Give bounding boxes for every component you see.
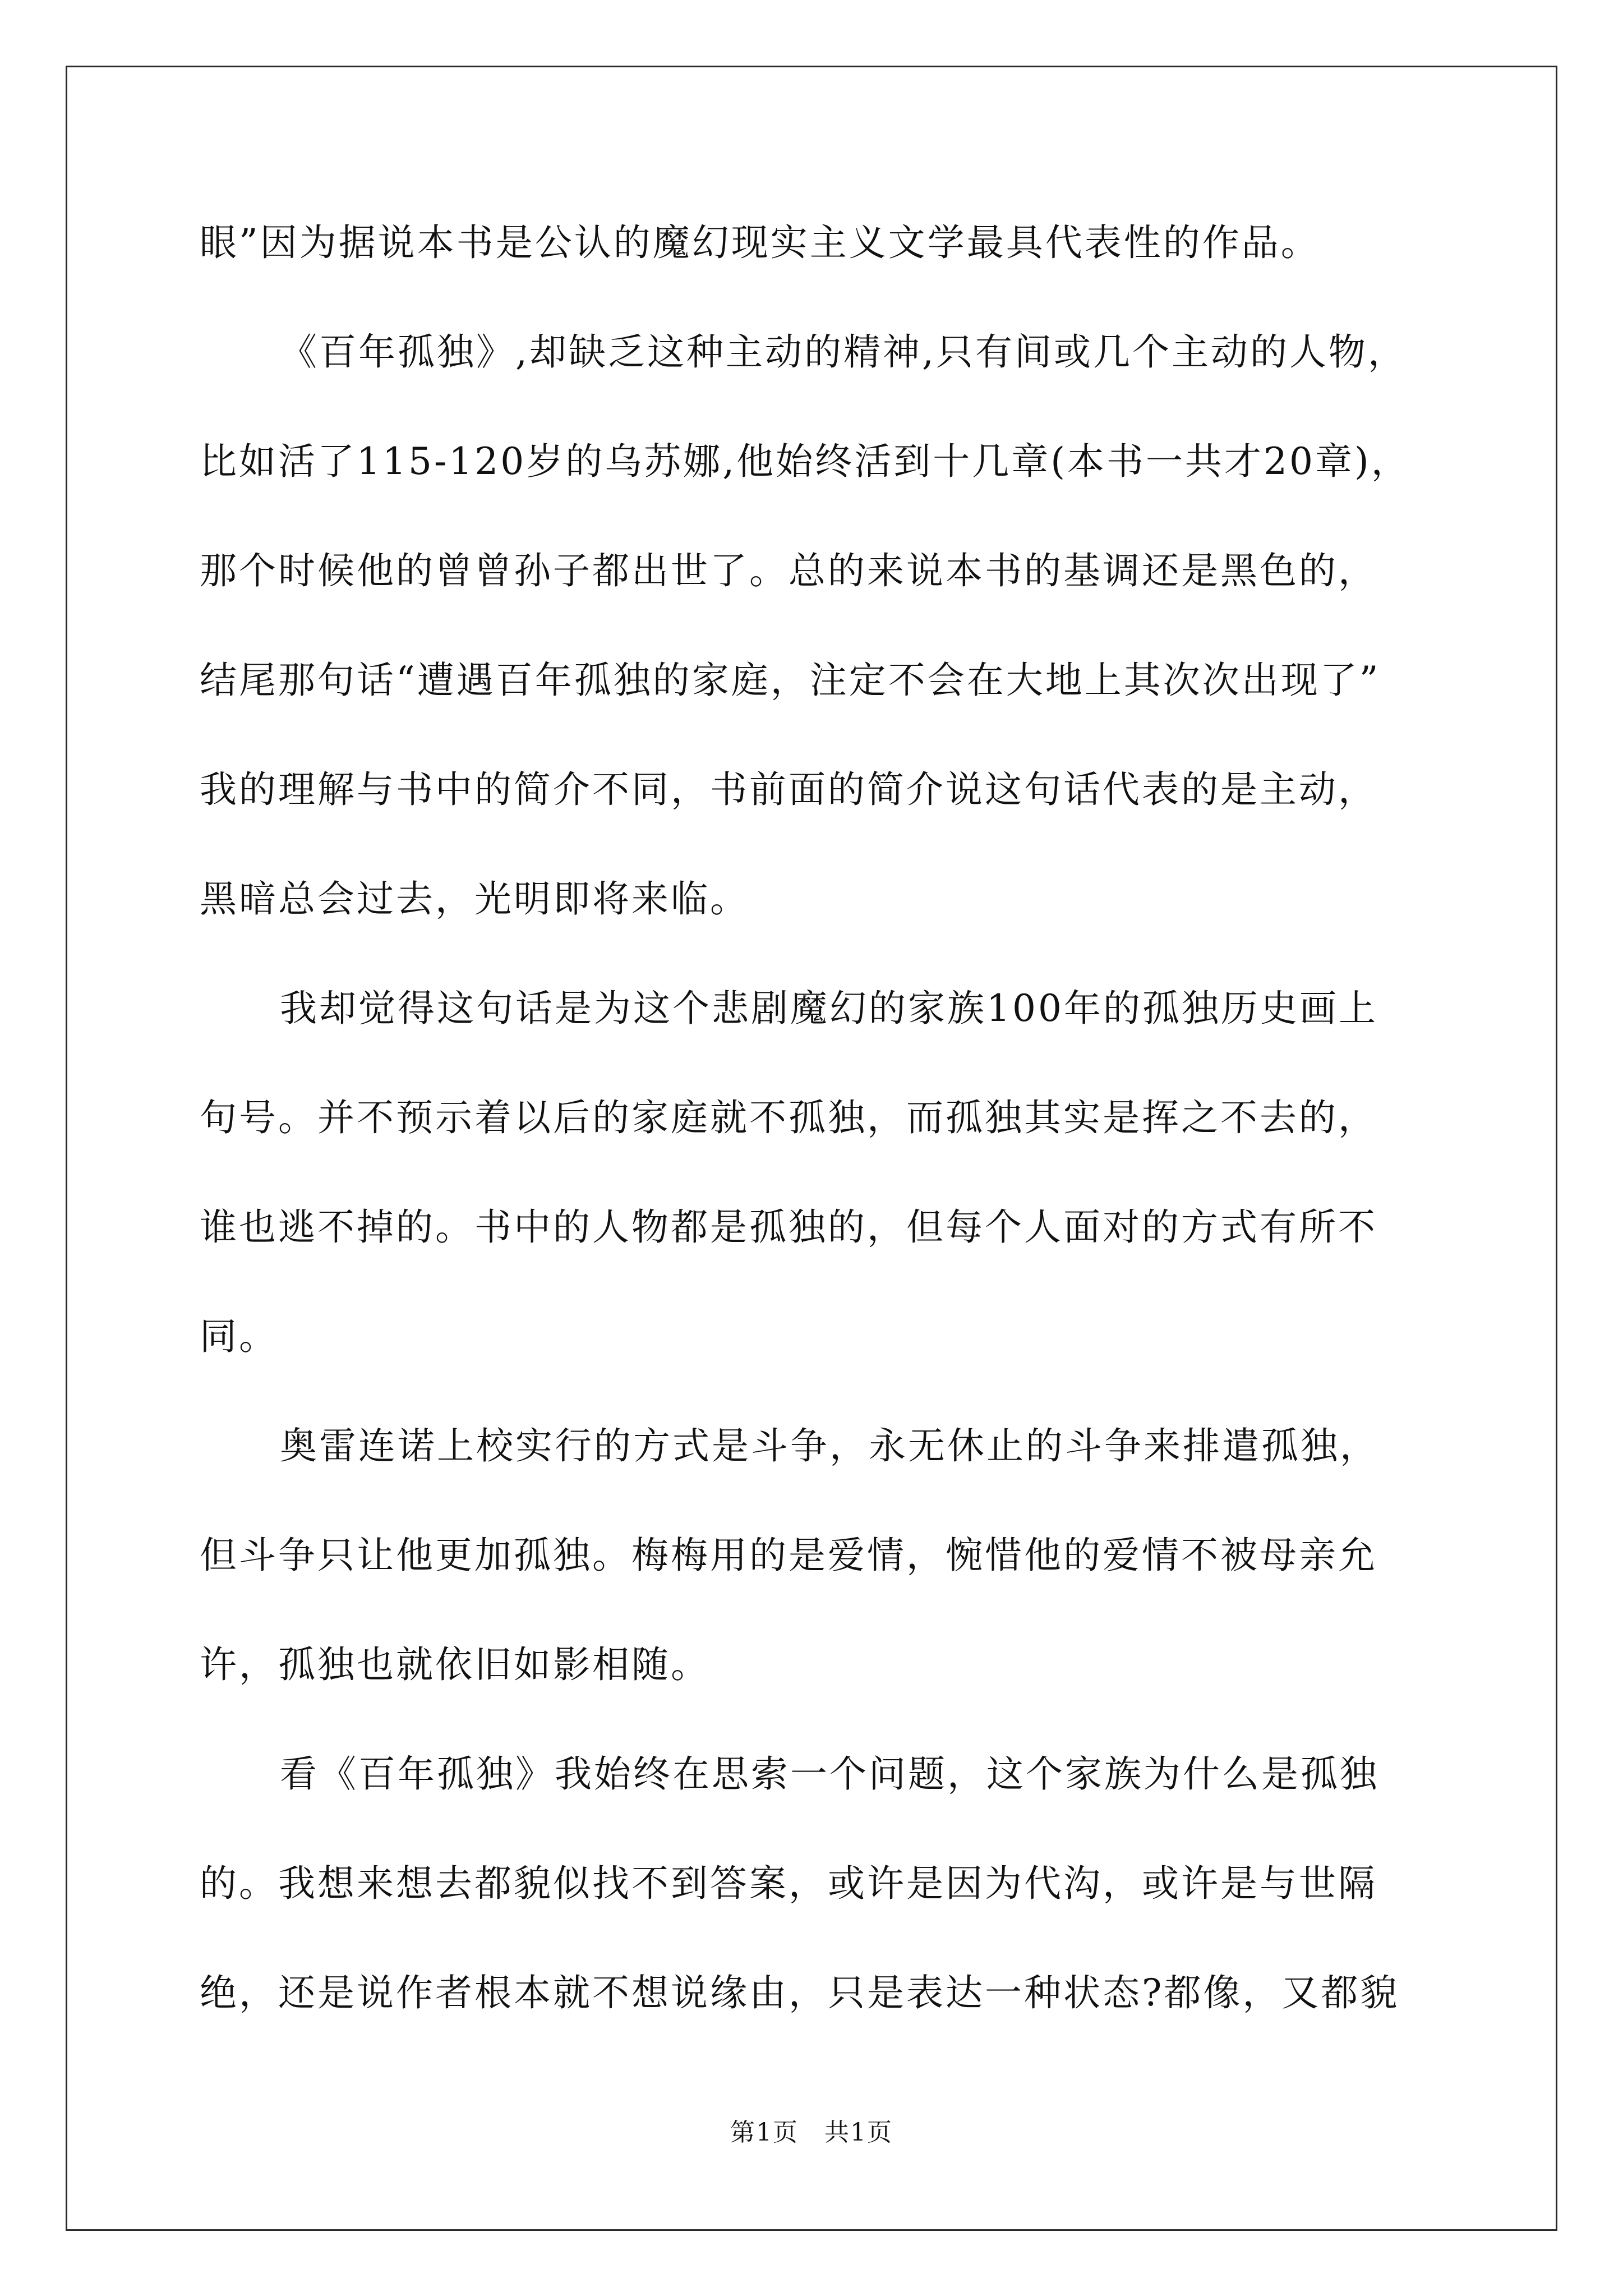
text-line: 同。 [200,1315,278,1358]
text-line: 许，孤独也就依旧如影相随。 [200,1643,710,1686]
page-number-footer: 第1页 共1页 [730,2118,893,2147]
text-line: 比如活了115-120岁的乌苏娜,他始终活到十几章(本书一共才20章)， [200,440,1410,483]
text-line: 黑暗总会过去，光明即将来临。 [200,877,749,921]
text-line: 句号。并不预示着以后的家庭就不孤独，而孤独其实是挥之不去的， [200,1096,1377,1139]
text-line: 我的理解与书中的简介不同，书前面的简介说这句话代表的是主动， [200,768,1377,811]
text-line: 谁也逃不掉的。书中的人物都是孤独的，但每个人面对的方式有所不 [200,1205,1377,1249]
text-line: 看《百年孤独》我始终在思索一个问题，这个家族为什么是孤独 [280,1752,1379,1796]
text-line: 我却觉得这句话是为这个悲剧魔幻的家族100年的孤独历史画上 [280,987,1378,1030]
text-line: 结尾那句话“遭遇百年孤独的家庭，注定不会在大地上其次次出现了” [200,659,1381,702]
text-line: 的。我想来想去都貌似找不到答案，或许是因为代沟，或许是与世隔 [200,1862,1377,1905]
text-line: 眼”因为据说本书是公认的魔幻现实主义文学最具代表性的作品。 [200,221,1320,264]
text-line: 但斗争只让他更加孤独。梅梅用的是爱情，惋惜他的爱情不被母亲允 [200,1534,1377,1577]
text-line: 《百年孤独》,却缺乏这种主动的精神,只有间或几个主动的人物， [280,330,1407,374]
text-line: 那个时候他的曾曾孙子都出世了。总的来说本书的基调还是黑色的， [200,549,1377,592]
text-line: 奥雷连诺上校实行的方式是斗争，永无休止的斗争来排遣孤独， [280,1424,1379,1467]
text-line: 绝，还是说作者根本就不想说缘由，只是表达一种状态?都像，又都貌 [200,1971,1400,2014]
